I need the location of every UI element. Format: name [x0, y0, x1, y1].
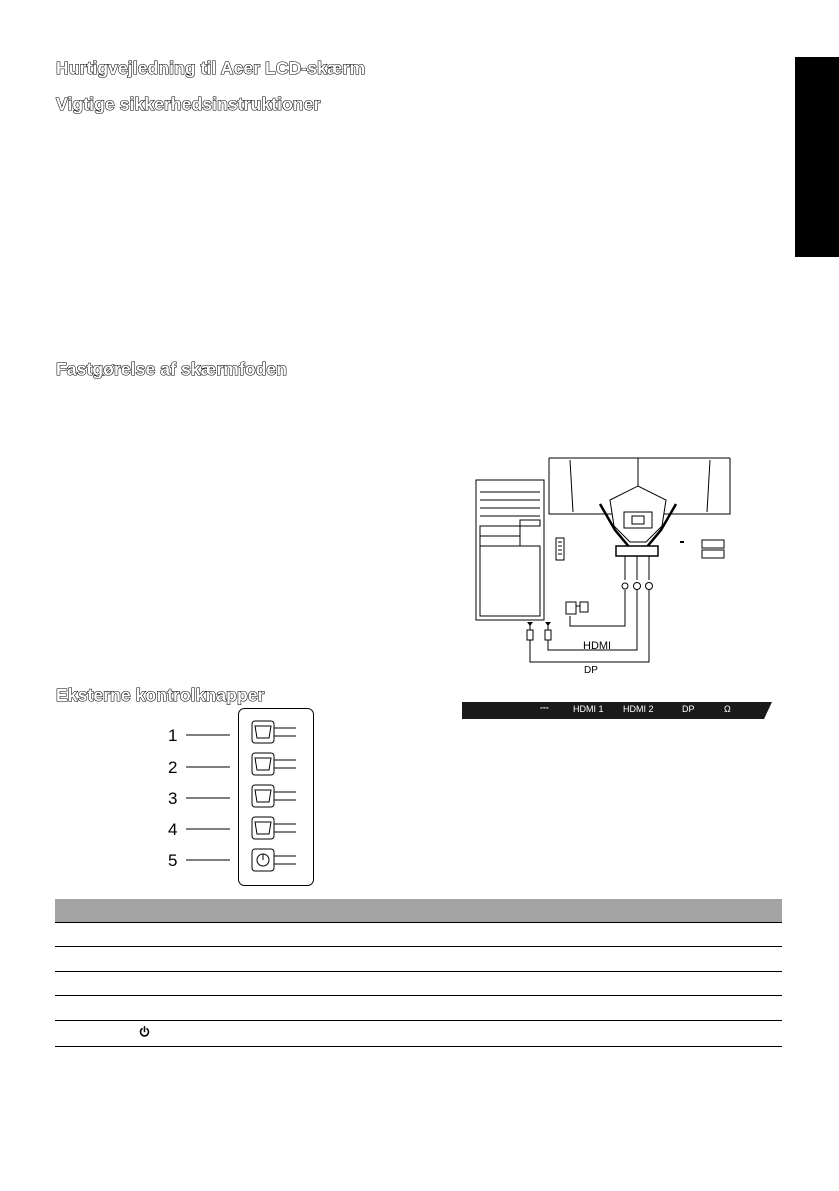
control-number-2: 2 [168, 758, 178, 777]
control-number-4: 4 [168, 820, 178, 839]
table-row-divider [55, 971, 782, 972]
io-port-dp: DP [682, 704, 695, 714]
control-number-5: 5 [168, 851, 178, 870]
io-port-headphone: Ω [724, 704, 731, 714]
control-number-1: 1 [168, 726, 178, 745]
heading-external-controls: Eksterne kontrolknapper [56, 685, 265, 705]
table-row-divider [55, 995, 782, 996]
socket-icon [556, 538, 564, 560]
table-row-divider [55, 1046, 782, 1047]
control-button-panel [238, 708, 314, 886]
heading-safety-instructions: Vigtige sikkerhedsinstruktioner [56, 94, 321, 114]
heading-attach-stand: Fastgørelse af skærmfoden [56, 359, 288, 379]
io-port-dc: ⎓ [540, 702, 549, 714]
io-port-hdmi1: HDMI 1 [573, 704, 604, 714]
table-row-divider [55, 1020, 782, 1021]
control-number-3: 3 [168, 789, 178, 808]
io-port-hdmi2: HDMI 2 [623, 704, 654, 714]
hdmi-cable-label: HDMI [583, 640, 612, 652]
language-side-tab [795, 57, 839, 257]
table-row-divider [55, 922, 782, 923]
table-row-divider [55, 946, 782, 947]
control-leader-lines [186, 730, 232, 864]
table-header [55, 899, 782, 922]
power-icon [139, 1026, 150, 1037]
heading-quick-guide: Hurtigvejledning til Acer LCD-skærm [56, 58, 366, 78]
pc-tower [476, 480, 544, 620]
dp-cable-label: DP [584, 665, 598, 676]
monitor-back [549, 458, 730, 558]
